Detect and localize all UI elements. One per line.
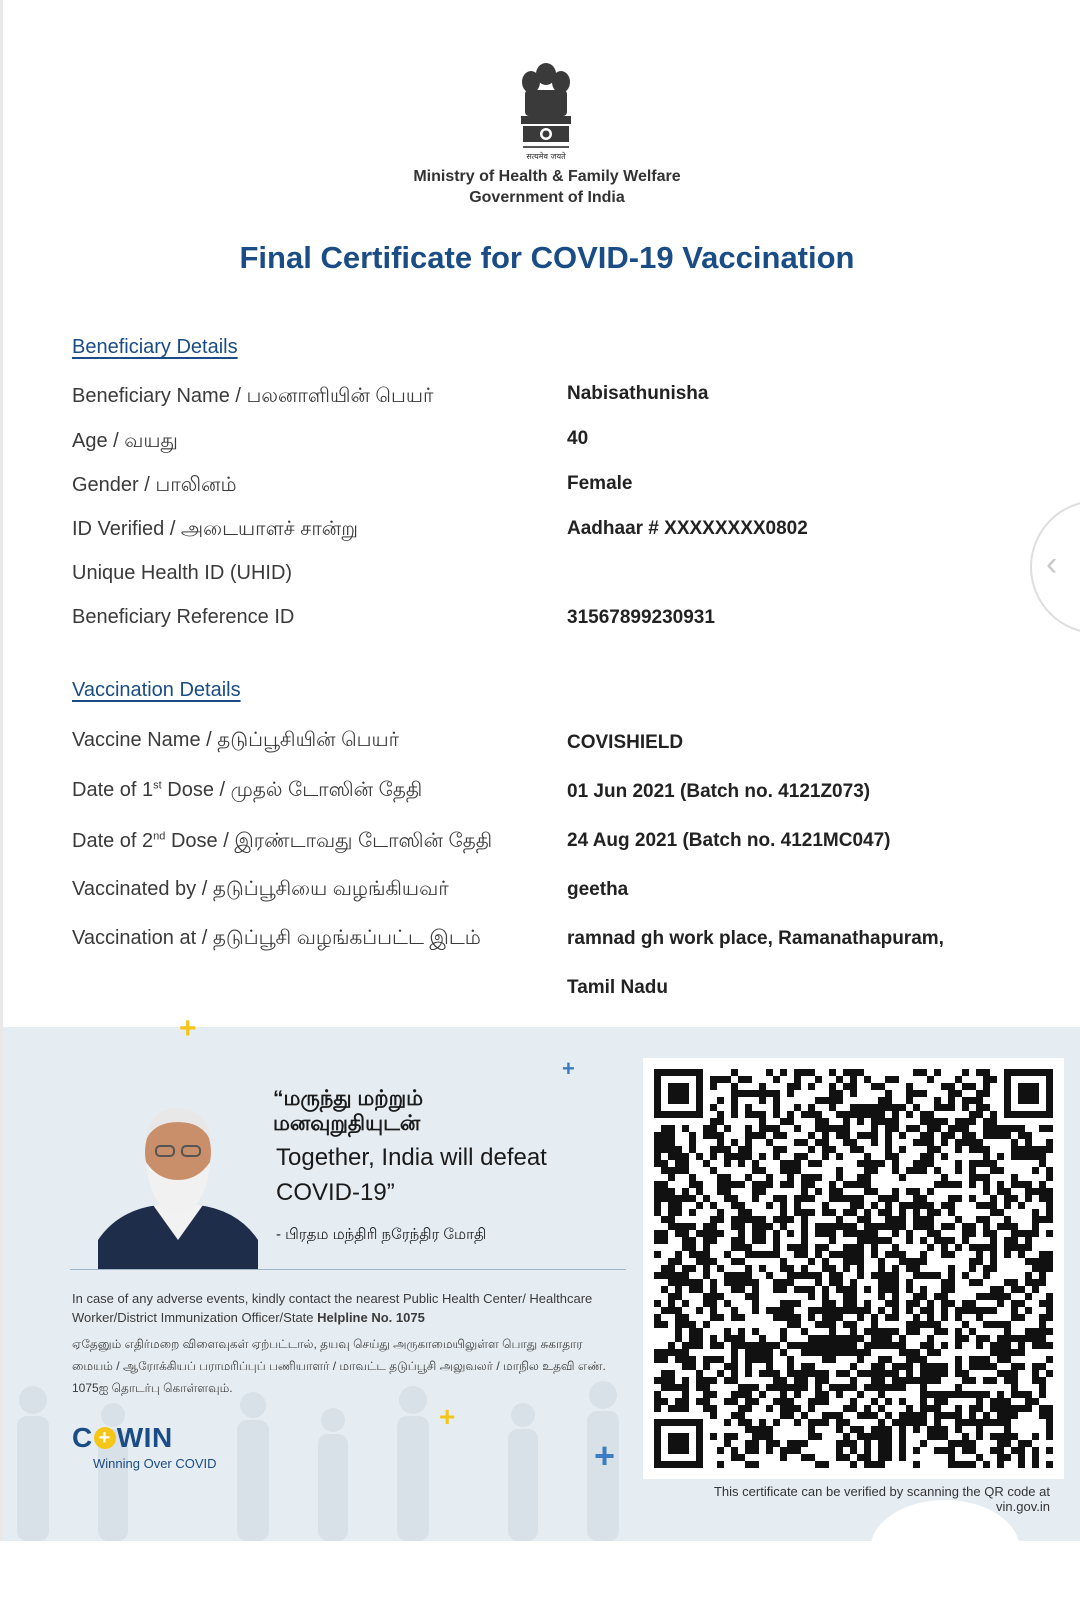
ministry-name: Ministry of Health & Family Welfare [413, 168, 681, 185]
id-verified-value: Aadhaar # XXXXXXXX0802 [567, 518, 808, 539]
vaccination-section-title: Vaccination Details [72, 679, 241, 701]
beneficiary-name-value: Nabisathunisha [567, 383, 709, 404]
quote-tamil: “மருந்து மற்றும் மனவுறுதியுடன் [273, 1087, 424, 1135]
vaccine-name-label: Vaccine Name / தடுப்பூசியின் பெயர் [72, 729, 400, 751]
adverse-events-notice-english: In case of any adverse events, kindly contact the nearest Public Health Center/ Healthcare Worker/District Immunization Officer/State Helpline No. 1075 [72, 1291, 593, 1325]
corner-overlay [870, 1500, 1020, 1600]
gender-value: Female [567, 473, 633, 494]
quote-attribution: - பிரதம மந்திரி நரேந்திர மோதி [276, 1226, 487, 1243]
vaccine-name-value: COVISHIELD [567, 732, 684, 753]
cowin-tagline: Winning Over COVID [93, 1456, 217, 1471]
vaccinated-by-label: Vaccinated by / தடுப்பூசியை வழங்கியவர் [72, 878, 449, 900]
emblem-motto: सत्यमेव जयते [526, 152, 566, 161]
dose1-label: Date of 1st Dose / முதல் டோஸின் தேதி [72, 779, 423, 801]
beneficiary-name-label: Beneficiary Name / பலனாளியின் பெயர் [72, 385, 434, 407]
prime-minister-portrait [98, 1100, 258, 1270]
national-emblem-icon [513, 60, 579, 162]
uhid-label: Unique Health ID (UHID) [72, 562, 293, 584]
age-label: Age / வயது [72, 430, 178, 452]
government-name: Government of India [469, 189, 625, 206]
vaccination-at-label: Vaccination at / தடுப்பூசி வழங்கப்பட்ட இடம் [72, 927, 481, 949]
certificate-title: Final Certificate for COVID-19 Vaccination [239, 240, 855, 275]
reference-id-value: 31567899230931 [567, 607, 715, 628]
cowin-plus-icon: + [94, 1427, 116, 1449]
plus-decoration-icon: + [179, 1012, 197, 1045]
qr-code [654, 1069, 1053, 1468]
beneficiary-section-title: Beneficiary Details [72, 336, 238, 358]
plus-decoration-icon: + [594, 1435, 616, 1476]
plus-decoration-icon: + [439, 1401, 456, 1432]
vaccinated-by-value: geetha [567, 879, 629, 900]
qr-verification-caption: This certificate can be verified by scanning the QR code at vin.gov.in [713, 1484, 1050, 1514]
chevron-left-icon[interactable]: ‹ [1046, 545, 1058, 583]
plus-decoration-icon: + [562, 1056, 575, 1081]
dose2-value: 24 Aug 2021 (Batch no. 4121MC047) [567, 830, 891, 851]
reference-id-label: Beneficiary Reference ID [72, 606, 295, 628]
footer-divider [70, 1269, 626, 1270]
id-verified-label: ID Verified / அடையாளச் சான்று [72, 518, 358, 540]
vaccination-at-value-line2: Tamil Nadu [567, 977, 668, 998]
vaccination-at-value-line1: ramnad gh work place, Ramanathapuram, [567, 928, 944, 949]
quote-english: Together, India will defeat COVID-19” [276, 1144, 547, 1206]
adverse-events-notice-tamil: ஏதேனும் எதிர்மறை விளைவுகள் ஏற்பட்டால், தயவு செய்து அருகாமையிலுள்ள பொது சுகாதார மையம் / ஆரோக்கியப் பராமரிப்புப் பணியாளர் / மாவட்ட தடுப்பூசி அலுவலர் / மாநில உதவி எண். 1075ஐ தொடர்பு கொள்ளவும். [72, 1337, 606, 1395]
cowin-logo: C + WIN [72, 1422, 173, 1453]
age-value: 40 [567, 428, 589, 449]
dose1-value: 01 Jun 2021 (Batch no. 4121Z073) [567, 781, 871, 802]
dose2-label: Date of 2nd Dose / இரண்டாவது டோஸின் தேதி [72, 830, 493, 852]
helpline-number: Helpline No. 1075 [317, 1310, 425, 1325]
gender-label: Gender / பாலினம் [72, 474, 237, 496]
